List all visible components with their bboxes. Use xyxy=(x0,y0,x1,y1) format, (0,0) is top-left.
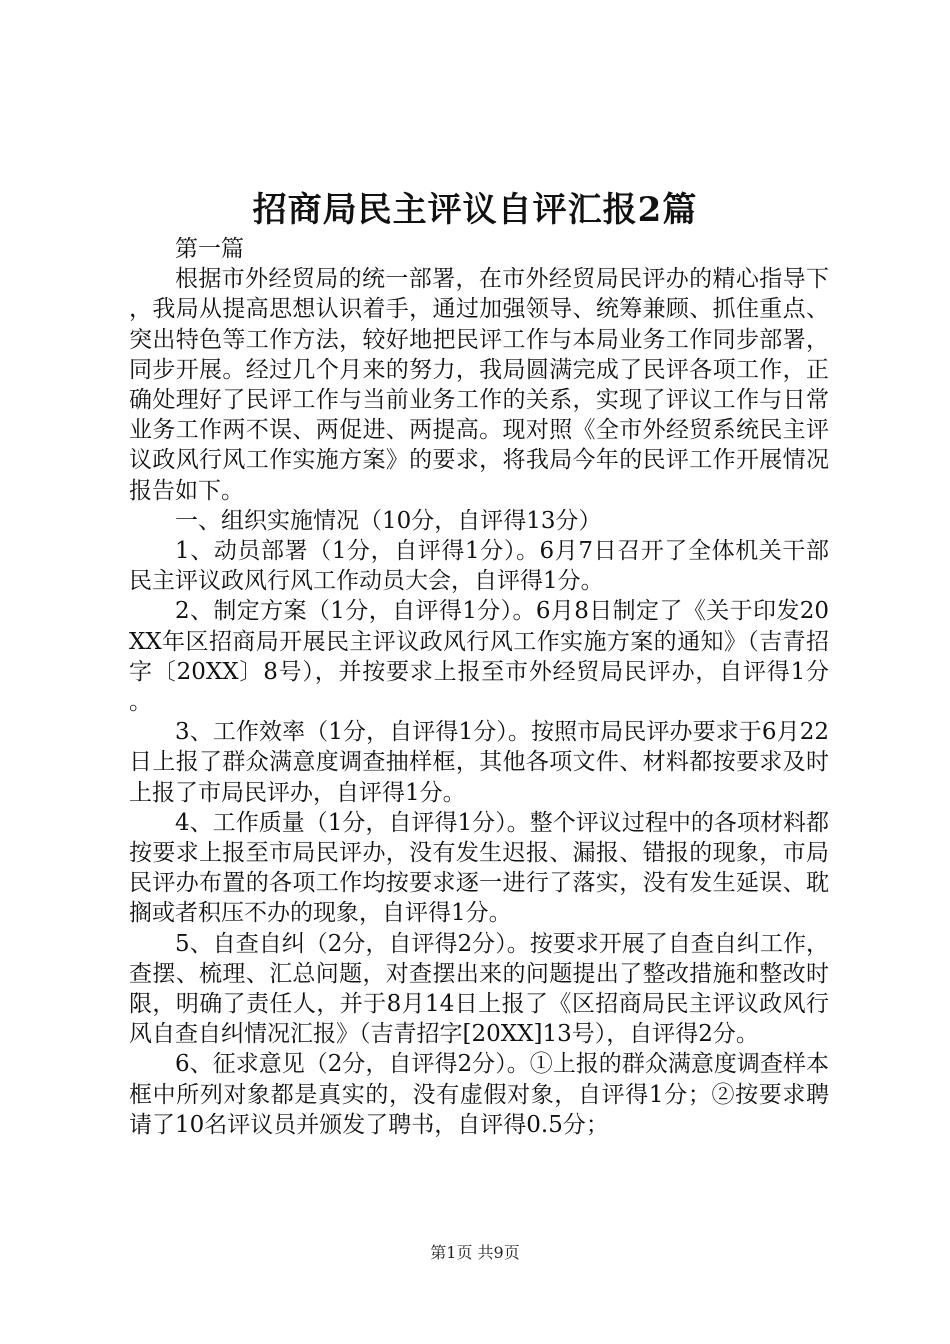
document-title: 招商局民主评议自评汇报2篇 xyxy=(252,190,698,230)
section-heading-organization: 一、组织实施情况（10分，自评得13分） xyxy=(175,507,602,534)
item-efficiency: 3、工作效率（1分，自评得1分）。按照市局民评办要求于6月22日上报了群众满意度调查抽样框，其他各项文件、材料都按要求及时上报了市局民评办，自评得1分。 xyxy=(129,719,829,806)
item-opinions: 6、征求意见（2分，自评得2分）。①上报的群众满意度调查样本框中所列对象都是真实的，没有虚假对象，自评得1分；②按要求聘请了10名评议员并颁发了聘书，自评得0.5分； xyxy=(129,1051,829,1138)
item-quality: 4、工作质量（1分，自评得1分）。整个评议过程中的各项材料都按要求上报至市局民评办，没有发生迟报、漏报、错报的现象，市局民评办布置的各项工作均按要求逐一进行了落实，没有发生延误、耽搁或者积压不办的现象，自评得1分。 xyxy=(129,809,829,927)
item-mobilization: 1、动员部署（1分，自评得1分）。6月7日召开了全体机关干部民主评议政风行风工作动员大会，自评得1分。 xyxy=(129,538,829,595)
item-plan: 2、制定方案（1分，自评得1分）。6月8日制定了《关于印发20XX年区招商局开展民主评议政风行风工作实施方案的通知》（吉青招字〔20XX〕8号），并按要求上报至市外经贸局民评办，自评得1分。 xyxy=(129,598,829,716)
item-self-inspection: 5、自查自纠（2分，自评得2分）。按要求开展了自查自纠工作，查摆、梳理、汇总问题，对查摆出来的问题提出了整改措施和整改时限，明确了责任人，并于8月14日上报了《区招商局民主评议政风行风自查自纠情况汇报》（吉青招字[20XX]13号），自评得2分。 xyxy=(129,930,829,1048)
document-body xyxy=(129,234,829,1140)
intro-paragraph: 根据市外经贸局的统一部署，在市外经贸局民评办的精心指导下，我局从提高思想认识着手，通过加强领导、统筹兼顾、抓住重点、突出特色等工作方法，较好地把民评工作与本局业务工作同步部署，同步开展。经过几个月来的努力，我局圆满完成了民评各项工作，正确处理好了民评工作与当前业务工作的关系，实现了评议工作与日常业务工作两不误、两促进、两提高。现对照《全市外经贸系统民主评议政风行风工作实施方案》的要求，将我局今年的民评工作开展情况报告如下。 xyxy=(129,266,829,504)
section-heading-part-one: 第一篇 xyxy=(175,236,244,262)
page-footer: 第1页 共9页 xyxy=(430,1243,520,1262)
